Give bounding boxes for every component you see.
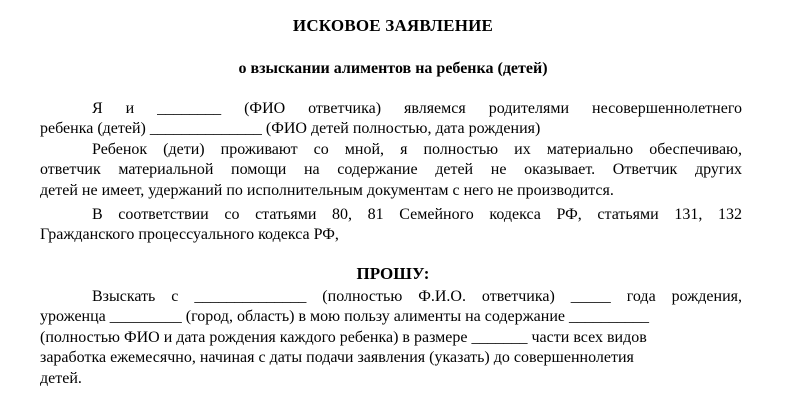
paragraph-line: В соответствии со статьями 80, 81 Семейного кодекса РФ, статьями 131, 132 (92, 206, 742, 223)
paragraph-line: уроженца _________ (город, область) в мою пользу алименты на содержание __________ (40, 308, 649, 326)
paragraph-line: ребенка (детей) ______________ (ФИО детей полностью, дата рождения) (40, 120, 541, 138)
paragraph-request (40, 287, 742, 389)
paragraph-line: детей не имеет, удержаний по исполнительным документам с него не производится. (40, 181, 614, 199)
paragraph-line: (полностью ФИО и дата рождения каждого ребенка) в размере _______ части всех видов (40, 328, 647, 346)
paragraph-line: ответчик материальной помощи на содержание детей не оказывает. Ответчик других (40, 161, 742, 179)
paragraph-line: детей. (40, 369, 82, 387)
paragraph-living (40, 140, 742, 201)
paragraph-line: заработка ежемесячно, начиная с даты подачи заявления (указать) до совершеннолетия (40, 349, 634, 367)
paragraph-parents (40, 99, 742, 140)
request-heading: ПРОШУ: (356, 264, 430, 283)
document-title: ИСКОВОЕ ЗАЯВЛЕНИЕ (292, 16, 494, 35)
document-subtitle: о взыскании алиментов на ребенка (детей) (238, 60, 548, 77)
paragraph-line: Взыскать с ______________ (полностью Ф.И.О. ответчика) _____ года рождения, (92, 288, 742, 305)
paragraph-line: Гражданского процессуального кодекса РФ, (40, 226, 339, 244)
paragraph-line: Ребенок (дети) проживают со мной, я полностью их материально обеспечиваю, (92, 141, 742, 158)
paragraph-legal-basis (40, 205, 742, 246)
paragraph-line: Я и ________ (ФИО ответчика) являемся родителями несовершеннолетнего (92, 100, 742, 117)
